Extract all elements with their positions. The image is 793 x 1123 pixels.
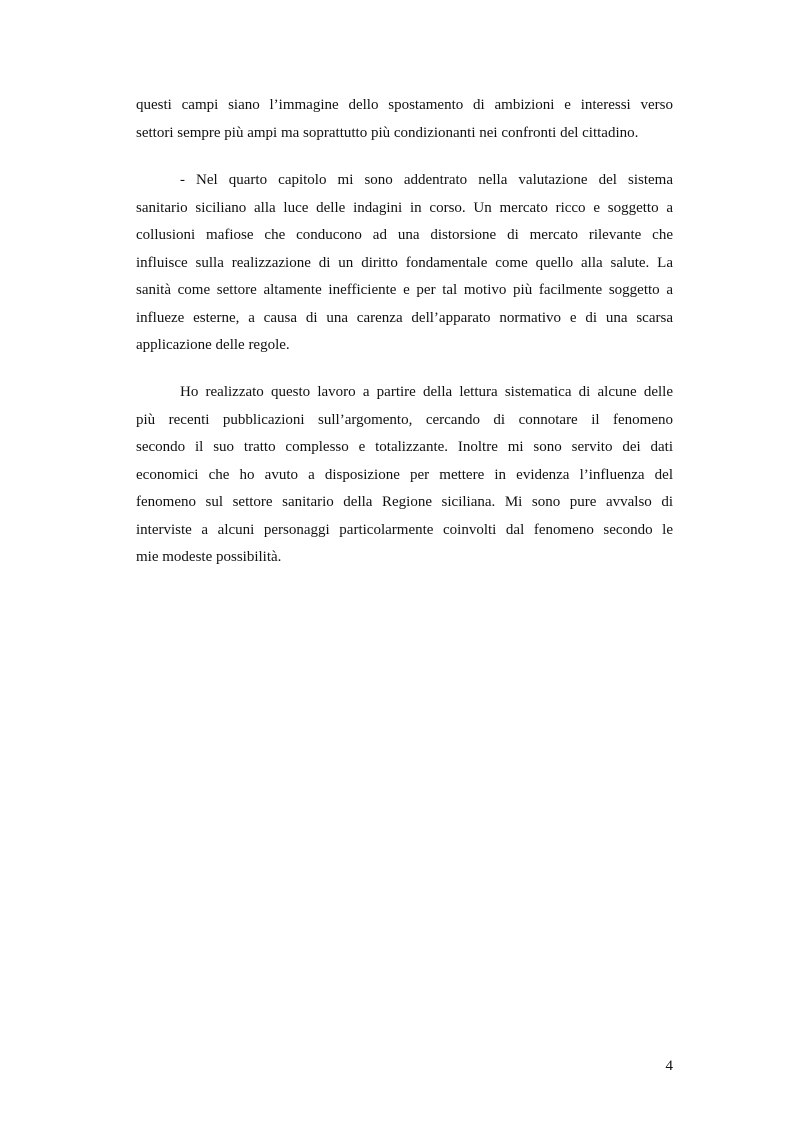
text-line: Ho realizzato questo lavoro a partire della lettura sistematica di alcune delle (180, 384, 673, 400)
text-line: questi campi siano l’immagine dello spostamento di ambizioni e interessi verso (136, 97, 673, 113)
text-line: secondo il suo tratto complesso e totalizzante. Inoltre mi sono servito dei dati (136, 439, 673, 455)
text-line: interviste a alcuni personaggi particolarmente coinvolti dal fenomeno secondo le (136, 522, 673, 538)
text-line: fenomeno sul settore sanitario della Regione siciliana. Mi sono pure avvalso di (136, 494, 673, 510)
text-line: più recenti pubblicazioni sull’argomento, cercando di connotare il fenomeno (136, 412, 673, 428)
text-line: settori sempre più ampi ma soprattutto più condizionanti nei confronti del cittadino. (136, 125, 639, 141)
text-line: mie modeste possibilità. (136, 549, 282, 565)
text-line: sanitario siciliano alla luce delle indagini in corso. Un mercato ricco e soggetto a (136, 200, 673, 216)
text-line: applicazione delle regole. (136, 337, 290, 353)
text-line: - Nel quarto capitolo mi sono addentrato nella valutazione del sistema (180, 172, 673, 188)
text-line: collusioni mafiose che conducono ad una distorsione di mercato rilevante che (136, 227, 673, 243)
text-line: influeze esterne, a causa di una carenza dell’apparato normativo e di una scarsa (136, 310, 673, 326)
text-line: influisce sulla realizzazione di un diritto fondamentale come quello alla salute. La (136, 255, 673, 271)
text-line: economici che ho avuto a disposizione per mettere in evidenza l’influenza del (136, 467, 673, 483)
text-line: sanità come settore altamente inefficiente e per tal motivo più facilmente soggetto a (136, 282, 673, 298)
page-number: 4 (665, 1058, 673, 1074)
